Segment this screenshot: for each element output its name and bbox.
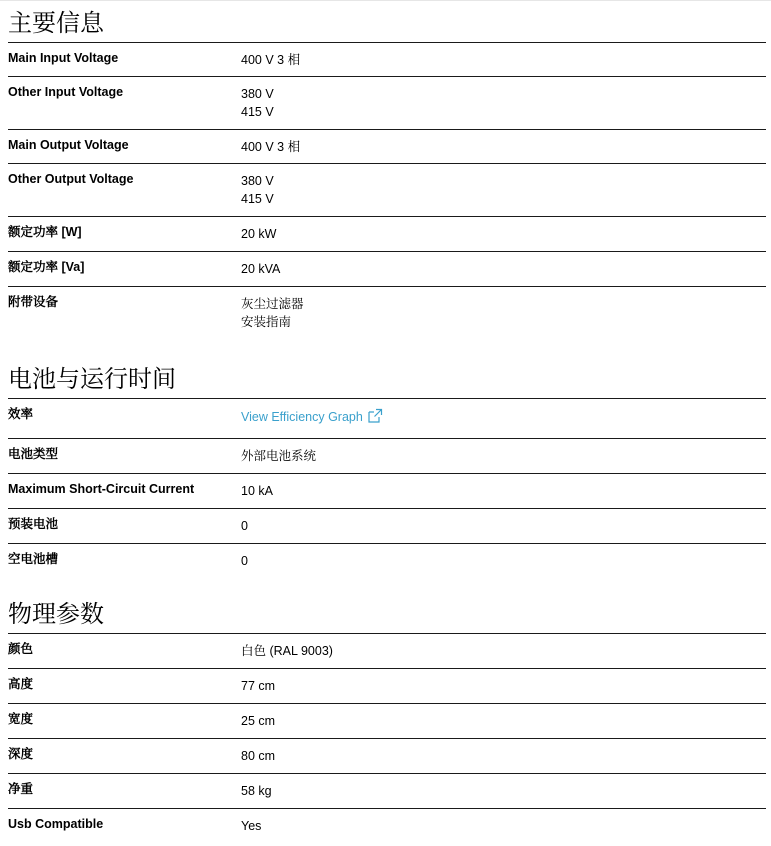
- section-battery-runtime: [8, 364, 766, 579]
- spec-value: 400 V 3 相: [241, 140, 301, 154]
- spec-row: [8, 252, 766, 287]
- spec-row: [8, 77, 766, 130]
- top-divider: [0, 0, 771, 1]
- spec-label: 效率: [8, 407, 34, 421]
- spec-row: [8, 287, 766, 339]
- spec-label: 电池类型: [8, 447, 59, 461]
- spec-row: [8, 164, 766, 217]
- spec-row: [8, 474, 766, 509]
- spec-row: [8, 544, 766, 579]
- spec-table: [8, 398, 766, 579]
- spec-row: [8, 217, 766, 252]
- spec-value: 77 cm: [241, 679, 276, 693]
- spec-label: 附带设备: [8, 295, 59, 309]
- section-main-info: [8, 8, 766, 339]
- spec-table: [8, 633, 766, 843]
- spec-label: 深度: [8, 747, 34, 761]
- spec-value: 灰尘过滤器 安装指南: [241, 297, 304, 329]
- section-title: 主要信息: [8, 9, 104, 37]
- spec-value: 0: [241, 519, 248, 533]
- spec-label: 预装电池: [8, 517, 59, 531]
- spec-value: 0: [241, 554, 248, 568]
- spec-row: [8, 130, 766, 164]
- spec-label: 空电池槽: [8, 552, 59, 566]
- spec-row: [8, 774, 766, 809]
- spec-value: 380 V 415 V: [241, 174, 274, 206]
- spec-value: 外部电池系统: [241, 449, 317, 463]
- spec-label: 宽度: [8, 712, 34, 726]
- spec-row: [8, 509, 766, 544]
- spec-value: Yes: [241, 819, 262, 833]
- spec-value: 400 V 3 相: [241, 53, 301, 67]
- spec-value: [241, 399, 383, 438]
- spec-value: 20 kW: [241, 227, 277, 241]
- spec-label: 额定功率 [W]: [8, 225, 82, 239]
- spec-row: [8, 399, 766, 439]
- spec-value: 58 kg: [241, 784, 272, 798]
- spec-label: 高度: [8, 677, 34, 691]
- spec-table: [8, 42, 766, 339]
- spec-label: Main Output Voltage: [8, 138, 129, 152]
- spec-label: Other Output Voltage: [8, 172, 134, 186]
- spec-label: 颜色: [8, 642, 34, 656]
- spec-label: Usb Compatible: [8, 817, 104, 831]
- spec-label: Maximum Short-Circuit Current: [8, 482, 195, 496]
- spec-label: 净重: [8, 782, 34, 796]
- spec-label: Other Input Voltage: [8, 85, 124, 99]
- spec-value: 25 cm: [241, 714, 276, 728]
- spec-label: Main Input Voltage: [8, 51, 119, 65]
- spec-value: 10 kA: [241, 484, 273, 498]
- spec-row: [8, 439, 766, 474]
- spec-row: [8, 634, 766, 669]
- efficiency-graph-link[interactable]: View Efficiency Graph: [241, 408, 383, 426]
- spec-row: [8, 809, 766, 843]
- spec-value: 白色 (RAL 9003): [241, 644, 333, 658]
- spec-value: 80 cm: [241, 749, 276, 763]
- spec-row: [8, 669, 766, 704]
- spec-value: 380 V 415 V: [241, 87, 274, 119]
- section-title: 物理参数: [8, 600, 104, 628]
- section-physical: [8, 599, 766, 843]
- spec-value: 20 kVA: [241, 262, 281, 276]
- spec-row: [8, 739, 766, 774]
- section-title: 电池与运行时间: [8, 365, 176, 393]
- external-link-icon: [367, 408, 383, 424]
- spec-row: [8, 43, 766, 77]
- spec-label: 额定功率 [Va]: [8, 260, 85, 274]
- spec-row: [8, 704, 766, 739]
